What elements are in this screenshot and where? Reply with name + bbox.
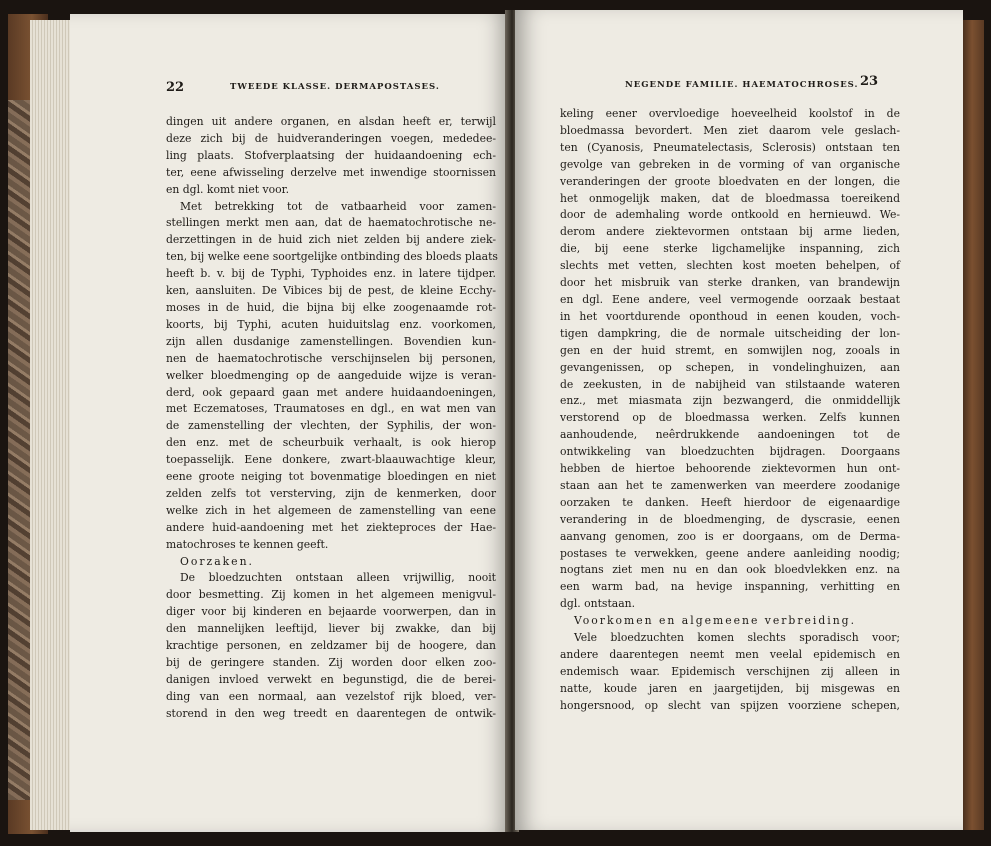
right-page (515, 10, 963, 830)
text-line: ling plaats. Stofverplaatsing der huidaandoening ech- (166, 148, 496, 162)
page-text (560, 106, 900, 715)
text-line: koorts, bij Typhi, acuten huiduitslag enz. voorkomen, (166, 317, 496, 331)
text-line: aanvang genomen, zoo is er doorgaans, om de Derma- (560, 529, 900, 543)
text-line: derzettingen in de huid zich niet zelden bij andere ziek- (166, 233, 496, 247)
text-line: gen en der huid stremt, en somwijlen nog, zooals in (560, 343, 900, 357)
text-line: storend in den weg treedt en daarentegen de ontwik- (166, 706, 496, 720)
text-line: den enz. met de scheurbuik verhaalt, is ook hierop (166, 436, 496, 450)
text-line: stellingen merkt men aan, dat de haematochrotische ne- (166, 216, 496, 230)
text-line: heeft b. v. bij de Typhi, Typhoides enz. in latere tijdper. (166, 267, 496, 281)
text-line: krachtige personen, en zeldzamer bij de hoogere, dan (166, 639, 496, 653)
text-line: Voorkomen en algemeene verbreiding. (574, 614, 857, 628)
text-line: ten (Cyanosis, Pneumatelectasis, Sclerosis) ontstaan ten (560, 140, 900, 154)
text-line: zijn allen dusdanige zamenstellingen. Bovendien kun- (166, 334, 496, 348)
text-line: Oorzaken. (180, 554, 254, 568)
text-line: bloedmassa bevordert. Men ziet daarom vele geslach- (560, 123, 900, 137)
text-line: De bloedzuchten ontstaan alleen vrijwillig, nooit (180, 571, 496, 585)
text-line: verandering in de bloedmenging, de dyscrasie, eenen (560, 512, 900, 526)
text-line: deze zich bij de huidveranderingen voegen, mededee- (166, 131, 496, 145)
text-line: gevangenissen, op schepen, in vondelinghuizen, aan (560, 360, 900, 374)
page-text (166, 114, 496, 723)
text-line: eene groote neiging tot bovenmatige bloedingen en niet (166, 470, 496, 484)
text-line: postases te verwekken, geene andere aanleiding noodig; (560, 546, 900, 560)
page-number: 23 (860, 74, 879, 89)
text-line: oorzaken te danken. Heeft hierdoor de eigenaardige (560, 495, 900, 509)
text-line: slechts met vetten, slechten kost moeten behelpen, of (560, 259, 900, 273)
text-line: en dgl. Eene andere, veel vermogende oorzaak bestaat (560, 292, 900, 306)
text-line: in het voortdurende oponthoud in eenen kouden, voch- (560, 309, 900, 323)
text-line: gevolge van gebreken in de vorming of van organische (560, 157, 900, 171)
text-line: Vele bloedzuchten komen slechts sporadisch voor; (574, 631, 900, 645)
text-line: en dgl. komt niet voor. (166, 182, 290, 196)
book-cover-right (960, 20, 984, 830)
text-line: diger voor bij kinderen en bejaarde voorwerpen, dan in (166, 605, 496, 619)
text-line: hebben de hiertoe behoorende ziektevormen hun ont- (560, 462, 900, 476)
text-line: door besmetting. Zij komen in het algemeen menigvul- (166, 588, 496, 602)
text-line: met Eczematoses, Traumatoses en dgl., en wat men van (166, 402, 496, 416)
text-line: nogtans ziet men nu en dan ook bloedvlekken enz. na (560, 563, 900, 577)
text-line: endemisch waar. Epidemisch verschijnen zij alleen in (560, 664, 900, 678)
text-line: veranderingen der groote bloedvaten en der longen, die (560, 174, 900, 188)
text-line: natte, koude jaren en jaargetijden, bij misgewas en (560, 681, 900, 695)
running-head: NEGENDE FAMILIE. HAEMATOCHROSES. (625, 80, 859, 90)
text-line: ding van een normaal, aan vezelstof rijk bloed, ver- (166, 689, 496, 703)
running-head: TWEEDE KLASSE. DERMAPOSTASES. (230, 82, 440, 92)
text-line: het onmogelijk maken, dat de bloedmassa toereikend (560, 191, 900, 205)
text-line: verstorend op de bloedmassa werken. Zelfs kunnen (560, 411, 900, 425)
text-line: ontwikkeling van bloedzuchten bijdragen. Doorgaans (560, 445, 900, 459)
text-line: ken, aansluiten. De Vibices bij de pest, de kleine Ecchy- (166, 284, 496, 298)
text-line: ter, eene afwisseling derzelve met inwendige stoornissen (166, 165, 496, 179)
text-line: welker bloedmenging op de aangeduide wijze is veran- (166, 368, 496, 382)
text-line: de zeekusten, in de nabijheid van stilstaande wateren (560, 377, 900, 391)
text-line: staan aan het te zamenwerken van meerdere zoodanige (560, 478, 900, 492)
text-line: toepasselijk. Eene donkere, zwart-blaauwachtige kleur, (166, 453, 496, 467)
text-line: die, bij eene sterke ligchamelijke inspanning, zich (560, 242, 900, 256)
text-line: derom andere ziektevormen ontstaan bij arme lieden, (560, 225, 900, 239)
text-line: welke zich in het algemeen de zamenstelling van eene (166, 503, 496, 517)
text-line: de zamenstelling der vlechten, der Syphilis, der won- (166, 419, 496, 433)
text-line: keling eener overvloedige hoeveelheid koolstof in de (560, 107, 900, 120)
text-line: andere huid-aandoening met het ziekteproces der Hae- (166, 520, 496, 534)
text-line: andere daarentegen neemt men veelal epidemisch en (560, 648, 900, 661)
page-number: 22 (166, 80, 185, 95)
text-line: dingen uit andere organen, en alsdan heeft er, terwijl (166, 115, 496, 128)
text-line: nen de haematochrotische verschijnselen bij personen, (166, 351, 496, 365)
text-line: tigen dampkring, die de normale uitscheiding der lon- (560, 326, 900, 340)
text-line: moses in de huid, die bijna bij elke zoogenaamde rot- (166, 300, 496, 314)
text-line: derd, ook gepaard gaan met andere huidaandoeningen, (166, 385, 496, 399)
text-line: aanhoudende, neêrdrukkende aandoeningen tot de (560, 428, 900, 442)
text-line: Met betrekking tot de vatbaarheid voor zamen- (180, 199, 496, 213)
text-line: matochroses te kennen geeft. (166, 537, 329, 551)
text-line: dgl. ontstaan. (560, 597, 636, 611)
text-line: den mannelijken leeftijd, liever bij zwakke, dan bij (166, 622, 496, 636)
text-line: door het misbruik van sterke dranken, van brandewijn (560, 276, 900, 290)
text-line: enz., met miasmata zijn bezwangerd, die onmiddellijk (560, 394, 900, 408)
left-page (70, 14, 510, 832)
text-line: een warm bad, na hevige inspanning, verhitting en (560, 580, 900, 594)
text-line: zelden zelfs tot versterving, zijn de kenmerken, door (166, 486, 496, 500)
text-line: hongersnood, op slecht van spijzen voorziene schepen, (560, 698, 900, 712)
text-line: bij de geringere standen. Zij worden door elken zoo- (166, 656, 496, 669)
text-line: ten, bij welke eene soortgelijke ontbinding des bloeds plaats (166, 250, 498, 264)
text-line: door de ademhaling worde ontkoold en hernieuwd. We- (560, 208, 900, 222)
text-line: danigen invloed verwekt en begunstigd, die de berei- (166, 672, 496, 686)
